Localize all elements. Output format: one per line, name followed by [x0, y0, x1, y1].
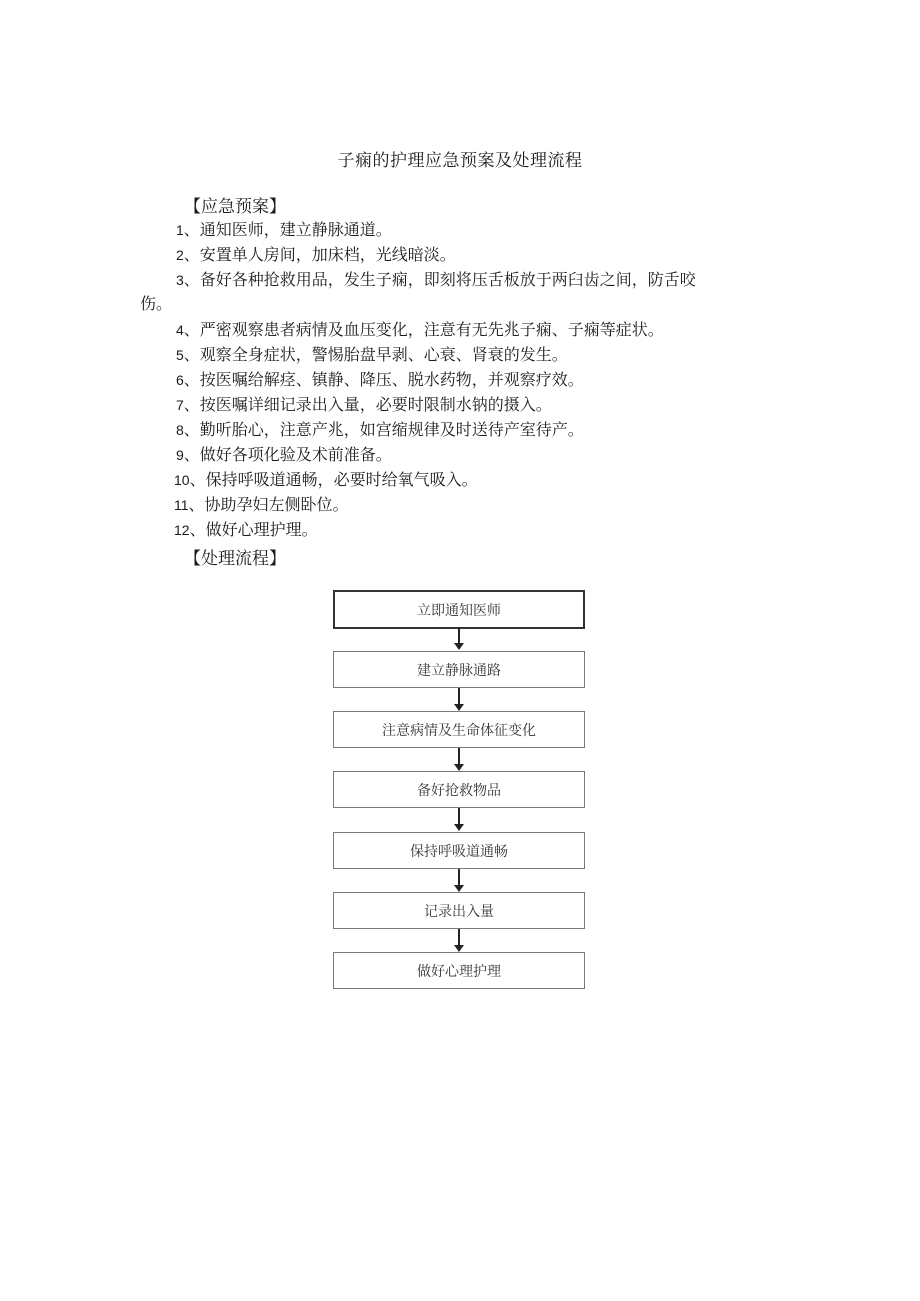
flow-step-airway: 保持呼吸道通畅 — [333, 832, 585, 869]
list-item: 10、保持呼吸道通畅，必要时给氧气吸入。 — [174, 470, 478, 489]
list-item: 12、做好心理护理。 — [174, 520, 318, 539]
flow-step-record-intake-output: 记录出入量 — [333, 892, 585, 929]
flow-arrow — [458, 869, 460, 890]
flow-step-monitor-vitals: 注意病情及生命体征变化 — [333, 711, 585, 748]
flow-arrow — [458, 929, 460, 950]
page-title: 子痫的护理应急预案及处理流程 — [337, 151, 583, 171]
flow-step-prepare-rescue-supplies: 备好抢救物品 — [333, 771, 585, 808]
list-item: 2、安置单人房间，加床档，光线暗淡。 — [176, 245, 456, 264]
list-item-continuation: 伤。 — [140, 294, 173, 313]
list-item: 5、观察全身症状，警惕胎盘早剥、心衰、肾衰的发生。 — [176, 345, 568, 364]
section-heading-process-flow: 【处理流程】 — [184, 549, 286, 569]
list-item: 8、勤听胎心，注意产兆，如宫缩规律及时送待产室待产。 — [176, 420, 584, 439]
flow-arrow — [458, 808, 460, 829]
list-item: 1、通知医师，建立静脉通道。 — [176, 220, 392, 239]
list-item: 9、做好各项化验及术前准备。 — [176, 445, 392, 464]
flow-step-iv-access: 建立静脉通路 — [333, 651, 585, 688]
list-item: 3、备好各种抢救用品，发生子痫，即刻将压舌板放于两臼齿之间，防舌咬 伤。 — [176, 268, 796, 292]
flow-step-notify-physician: 立即通知医师 — [333, 590, 585, 629]
list-item: 11、协助孕妇左侧卧位。 — [174, 495, 349, 514]
list-item: 4、严密观察患者病情及血压变化，注意有无先兆子痫、子痫等症状。 — [176, 320, 664, 339]
list-item: 7、按医嘱详细记录出入量，必要时限制水钠的摄入。 — [176, 395, 552, 414]
flow-arrow — [458, 627, 460, 648]
flow-arrow — [458, 748, 460, 769]
flow-arrow — [458, 688, 460, 709]
list-item: 6、按医嘱给解痉、镇静、降压、脱水药物，并观察疗效。 — [176, 370, 584, 389]
section-heading-emergency-plan: 【应急预案】 — [184, 197, 286, 217]
flow-step-psychological-care: 做好心理护理 — [333, 952, 585, 989]
